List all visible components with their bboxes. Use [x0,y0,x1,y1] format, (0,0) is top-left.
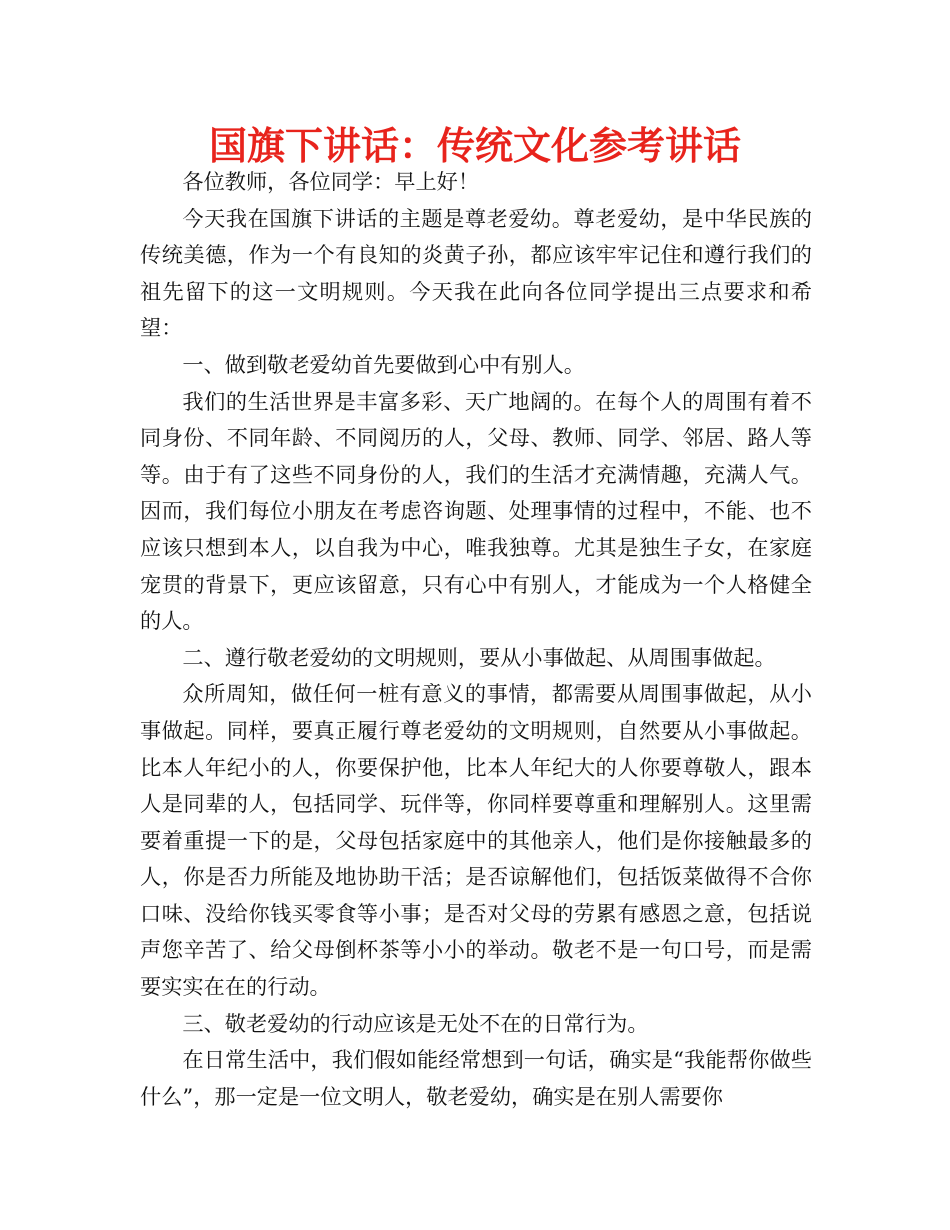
document-title: 国旗下讲话：传统文化参考讲话 [208,124,741,168]
section-heading-2: 二、遵行敬老爱幼的文明规则，要从小事做起、从周围事做起。 [182,644,776,670]
section-heading-1: 一、做到敬老爱幼首先要做到心中有别人。 [182,351,585,377]
paragraph-section-3: 在日常生活中，我们假如能经常想到一句话，确实是“我能帮你做些什么”，那一定是一位文明人，敬老爱幼，确实是在别人需要你 [140,1047,812,1109]
document-body [140,164,812,1115]
paragraph-section-2: 众所周知，做任何一桩有意义的事情，都需要从周围事做起，从小事做起。同样，要真正履行尊老爱幼的文明规则，自然要从小事做起。比本人年纪小的人，你要保护他，比本人年纪大的人你要尊敬人，跟本人是同辈的人，包括同学、玩伴等，你同样要尊重和理解别人。这里需要着重提一下的是，父母包括家庭中的其他亲人，他们是你接触最多的人，你是否力所能及地协助干活；是否谅解他们，包括饭菜做得不合你口味、没给你钱买零食等小事；是否对父母的劳累有感恩之意，包括说声您辛苦了、给父母倒杯茶等小小的举动。敬老不是一句口号，而是需要实实在在的行动。 [140,681,812,1000]
paragraph-section-1: 我们的生活世界是丰富多彩、天广地阔的。在每个人的周围有着不同身份、不同年龄、不同阅历的人，父母、教师、同学、邻居、路人等等。由于有了这些不同身份的人，我们的生活才充满情趣，充满人气。因而，我们每位小朋友在考虑咨询题、处理事情的过程中，不能、也不应该只想到本人，以自我为中心，唯我独尊。尤其是独生子女，在家庭宠贯的背景下，更应该留意，只有心中有别人，才能成为一个人格健全的人。 [140,388,812,634]
paragraph-intro: 今天我在国旗下讲话的主题是尊老爱幼。尊老爱幼，是中华民族的传统美德，作为一个有良知的炎黄子孙，都应该牢牢记住和遵行我们的祖先留下的这一文明规则。今天我在此向各位同学提出三点要求和希望： [140,205,812,341]
paragraph-greeting: 各位教师，各位同学：早上好！ [182,169,480,194]
section-heading-3: 三、敬老爱幼的行动应该是无处不在的日常行为。 [182,1010,649,1036]
